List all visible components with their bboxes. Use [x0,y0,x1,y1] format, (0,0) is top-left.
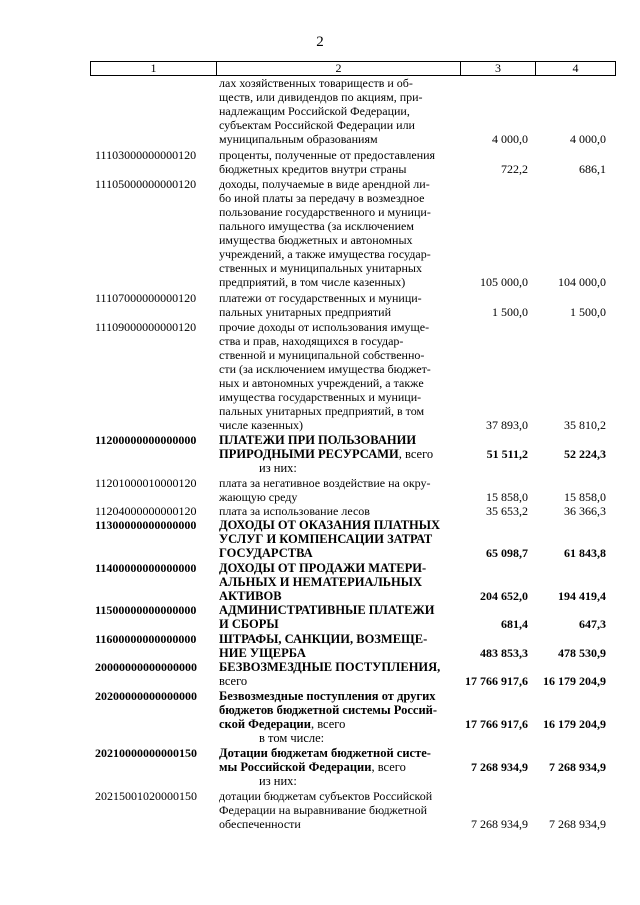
row-code: 20215001020000150 [95,789,197,803]
row-value-col3: 1 500,0 [492,305,528,319]
row-value-col3: 722,2 [501,162,528,176]
row-description: Безвозмездные поступления от других бюджетов бюджетной системы Россий- ской Федерации, всего в том числе: [219,689,438,745]
page-number: 2 [316,34,324,50]
row-value-col4: 16 179 204,9 [543,717,606,731]
row-description: АДМИНИСТРАТИВНЫЕ ПЛАТЕЖИ И СБОРЫ [219,603,435,631]
row-description: ДОХОДЫ ОТ ПРОДАЖИ МАТЕРИ- АЛЬНЫХ И НЕМАТЕРИАЛЬНЫХ АКТИВОВ [219,561,427,603]
row-code: 11103000000000120 [95,148,197,162]
row-value-col3: 35 653,2 [486,504,528,518]
row-value-col3: 204 652,0 [480,589,528,603]
row-value-col4: 7 268 934,9 [549,817,606,831]
row-value-col4: 16 179 204,9 [543,674,606,688]
row-code: 11109000000000120 [95,320,197,334]
row-value-col3: 17 766 917,6 [465,717,528,731]
row-value-col4: 478 530,9 [558,646,606,660]
row-value-col4: 4 000,0 [570,132,606,146]
row-description: ПЛАТЕЖИ ПРИ ПОЛЬЗОВАНИИ ПРИРОДНЫМИ РЕСУРСАМИ, всего из них: [219,433,434,475]
row-value-col4: 194 419,4 [558,589,606,603]
header-col-3: 3 [495,61,501,75]
row-value-col4: 647,3 [579,617,606,631]
row-value-col4: 52 224,3 [564,447,606,461]
row-description: проценты, полученные от предоставления бюджетных кредитов внутри страны [219,148,436,176]
row-code: 11200000000000000 [95,433,197,447]
row-value-col3: 483 853,3 [480,646,528,660]
row-value-col3: 681,4 [501,617,528,631]
table-header [90,61,616,76]
row-code: 11105000000000120 [95,177,197,191]
row-description: БЕЗВОЗМЕЗДНЫЕ ПОСТУПЛЕНИЯ, всего [219,660,441,688]
row-value-col3: 105 000,0 [480,275,528,289]
row-description: прочие доходы от использования имуще- ства и прав, находящихся в государ- ственной и муниципальной собственно- сти (за исключением имущества бюджет- ных и автономных учреждений, а также имущества государственных и муници- пальных унитарных предприятий, в том числе казенных) [219,320,431,432]
row-code: 11300000000000000 [95,518,197,532]
row-value-col3: 15 858,0 [486,490,528,504]
row-value-col3: 7 268 934,9 [471,760,528,774]
row-value-col4: 35 810,2 [564,418,606,432]
row-value-col4: 686,1 [579,162,606,176]
header-col-4: 4 [572,61,579,75]
row-value-col4: 15 858,0 [564,490,606,504]
row-value-col3: 51 511,2 [486,447,528,461]
row-description: плата за использование лесов [219,504,370,518]
row-code: 11201000010000120 [95,476,197,490]
row-description: ШТРАФЫ, САНКЦИИ, ВОЗМЕЩЕ- НИЕ УЩЕРБА [219,632,428,660]
row-value-col3: 4 000,0 [492,132,528,146]
row-description: лах хозяйственных товариществ и об- ществ, или дивидендов по акциям, при- надлежащим Российской Федерации, субъектам Российской Федерации или муниципальным образованиям [219,76,423,146]
header-col-2: 2 [335,61,342,75]
row-code: 11600000000000000 [95,632,197,646]
row-value-col4: 61 843,8 [564,546,606,560]
header-col-1: 1 [150,61,157,75]
row-value-col4: 104 000,0 [558,275,606,289]
row-code: 11500000000000000 [95,603,197,617]
row-description: доходы, получаемые в виде арендной ли- бо иной платы за передачу в возмездное пользование государственного и муници- пального имущества (за исключением имущества бюджетных и автономных учреждений, а также имущества государ- ственных и муниципальных унитарных предприятий, в том числе казенных) [219,177,431,289]
row-description: плата за негативное воздействие на окру- жающую среду [219,476,431,504]
row-description: Дотации бюджетам бюджетной систе- мы Российской Федерации, всего из них: [219,746,431,788]
row-code: 20200000000000000 [95,689,197,703]
row-value-col3: 65 098,7 [486,546,528,560]
row-code: 11107000000000120 [95,291,197,305]
row-description: платежи от государственных и муници- пальных унитарных предприятий [219,291,422,319]
row-value-col3: 37 893,0 [486,418,528,432]
row-code: 11400000000000000 [95,561,197,575]
row-code: 11204000000000120 [95,504,197,518]
row-value-col4: 1 500,0 [570,305,606,319]
row-value-col4: 36 366,3 [564,504,606,518]
row-code: 20210000000000150 [95,746,197,760]
row-value-col3: 17 766 917,6 [465,674,528,688]
row-code: 20000000000000000 [95,660,197,674]
row-value-col3: 7 268 934,9 [471,817,528,831]
row-value-col4: 7 268 934,9 [549,760,606,774]
row-description: ДОХОДЫ ОТ ОКАЗАНИЯ ПЛАТНЫХ УСЛУГ И КОМПЕНСАЦИИ ЗАТРАТ ГОСУДАРСТВА [219,518,441,560]
row-description: дотации бюджетам субъектов Российской Федерации на выравнивание бюджетной обеспеченности [219,789,433,831]
